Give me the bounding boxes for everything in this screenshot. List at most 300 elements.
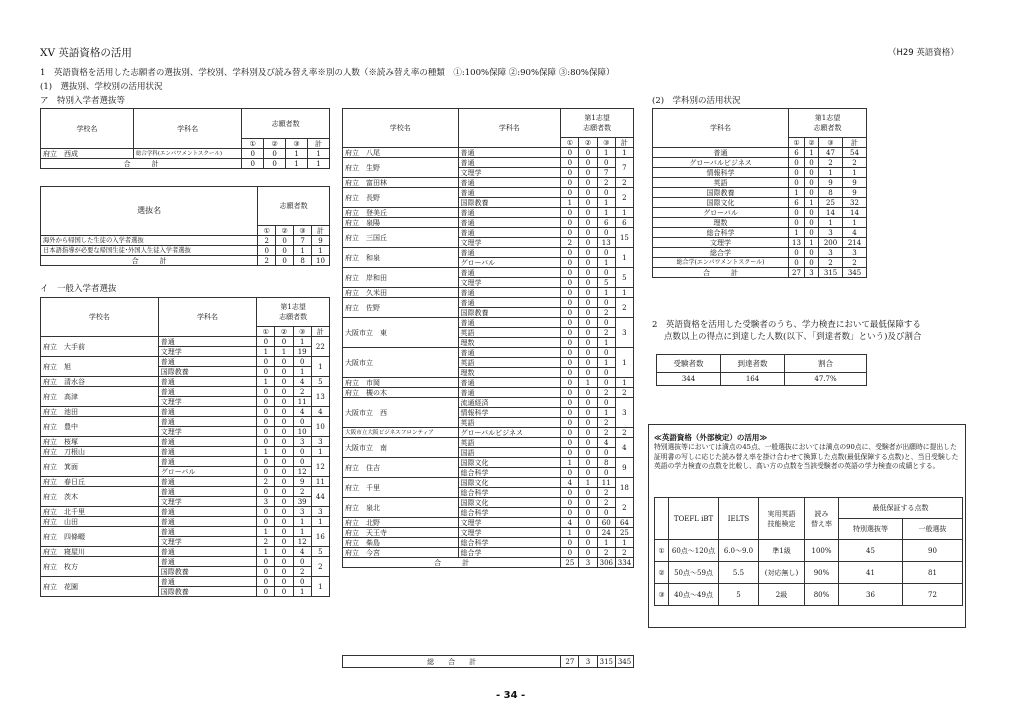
value-cell: 0: [597, 268, 615, 278]
value-cell: 0: [561, 448, 579, 458]
value-cell: 準1級: [759, 540, 805, 562]
value-cell: 0: [257, 517, 275, 527]
table-row: [653, 228, 867, 238]
value-cell: 0: [579, 488, 597, 498]
table-row: [343, 388, 634, 398]
value-cell: 0: [579, 448, 597, 458]
table-row: [343, 438, 634, 448]
value-cell: 0: [257, 487, 275, 497]
value-cell: 1: [579, 378, 597, 388]
col-c2: ②: [276, 226, 294, 236]
value-cell: 4: [293, 407, 311, 417]
school-total: 2: [615, 548, 633, 558]
dept-cell: 普通: [158, 387, 256, 397]
col-vol: 志願者数: [258, 187, 330, 226]
value-cell: ①: [655, 540, 669, 562]
value-cell: 2: [597, 178, 615, 188]
value-cell: 0: [805, 228, 819, 238]
table-row: [343, 528, 634, 538]
selection-cell: 海外から帰国した生徒の入学者選抜: [41, 236, 258, 246]
value-cell: 1: [819, 168, 843, 178]
value-cell: 1: [275, 347, 293, 357]
value-cell: 0: [805, 168, 819, 178]
dept-cell: 理数: [458, 338, 561, 348]
section-1-heading: 1 英語資格を活用した志願者の選抜別、学校別、学科別及び読み替え率※別の人数（※読み替え率の種類 ①:100%保障 ②:90%保障 ③:80%保障）: [40, 68, 615, 78]
value-cell: 4: [293, 377, 311, 387]
value-cell: 1: [293, 517, 311, 527]
col-c3: ③: [819, 138, 843, 148]
school-cell: 府立 寝屋川: [41, 547, 159, 557]
school-total: 2: [615, 178, 633, 188]
value-cell: 5: [597, 278, 615, 288]
value-cell: 0: [579, 538, 597, 548]
value-cell: 0: [561, 348, 579, 358]
value-cell: 0: [293, 577, 311, 587]
dept-cell: 総合学: [653, 248, 789, 258]
table-row: [41, 236, 330, 246]
value-cell: 0: [561, 178, 579, 188]
dept-cell: 普通: [458, 248, 561, 258]
school-cell: 府立 清水谷: [41, 377, 159, 387]
dept-cell: 国際教養: [458, 198, 561, 208]
value-cell: 0: [275, 337, 293, 347]
value-cell: 214: [843, 238, 867, 248]
value-cell: 1: [293, 367, 311, 377]
col-dept: 学科名: [133, 109, 241, 149]
value-cell: 0: [257, 407, 275, 417]
school-total: 3: [615, 318, 633, 348]
value-cell: 4: [843, 228, 867, 238]
school-cell: 府立 大手前: [41, 337, 159, 357]
dept-cell: 普通: [158, 577, 256, 587]
value-cell: 0: [597, 158, 615, 168]
value-cell: 3: [257, 497, 275, 507]
school-cell: 大阪市立: [343, 348, 459, 378]
value-cell: 0: [579, 548, 597, 558]
dept-cell: 普通: [458, 148, 561, 158]
value-cell: 14: [843, 208, 867, 218]
value-cell: 81: [903, 562, 963, 584]
school-total: 18: [615, 478, 633, 498]
total-value: 1: [308, 159, 330, 169]
dept-cell: 普通: [458, 218, 561, 228]
total-row: [41, 159, 330, 169]
value-cell: 90: [903, 540, 963, 562]
value-cell: 1: [293, 527, 311, 537]
table-row: [41, 447, 330, 457]
dept-cell: 総合科学: [458, 538, 561, 548]
school-total: 4: [311, 407, 329, 417]
col-special: 特別選抜等: [839, 519, 903, 540]
col-c1: ①: [242, 139, 264, 149]
grand-total-c2: 3: [579, 656, 597, 668]
value-cell: 0: [561, 268, 579, 278]
table-row: [41, 557, 330, 567]
school-cell: 府立 千里: [343, 478, 459, 498]
table-row: [343, 538, 634, 548]
value-cell: 72: [903, 584, 963, 606]
value-cell: 0: [561, 188, 579, 198]
school-cell: 府立 今宮: [343, 548, 459, 558]
dept-cell: 普通: [158, 557, 256, 567]
value-cell: 0: [561, 398, 579, 408]
section-i-heading: イ 一般入学者選抜: [40, 284, 117, 294]
value-cell: 0: [579, 438, 597, 448]
grand-total-sum: 345: [615, 656, 633, 668]
table-row: [343, 158, 634, 168]
table-row: [343, 288, 634, 298]
note-body: 特別選抜等においては満点の45点、一般選抜においては満点の90点に、受験者が出願時に提出した証明書の写しに応じた読み替え率を掛け合わせて換算した点数(最低保障する点数)と、当日受験した英語の学力検査の点数を比較し、高い方の点数を当該受験者の英語の学力検査の成績とする。: [654, 443, 959, 470]
school-total: 15: [615, 228, 633, 248]
col-ielts: IELTS: [719, 498, 759, 540]
value-cell: 0: [561, 508, 579, 518]
dept-cell: 文理学: [158, 497, 256, 507]
examinees-value: 344: [657, 373, 721, 386]
col-c1: ①: [258, 226, 276, 236]
dept-cell: 普通: [158, 417, 256, 427]
section-a-heading: ア 特別入学者選抜等: [40, 96, 126, 106]
value-cell: 6: [597, 218, 615, 228]
dept-cell: 総合科学: [458, 508, 561, 518]
school-cell: 府立 山田: [41, 517, 159, 527]
value-cell: 80%: [805, 584, 839, 606]
table-row: [41, 357, 330, 367]
value-cell: ②: [655, 562, 669, 584]
col-dept: 学科名: [158, 298, 256, 337]
value-cell: 9: [293, 477, 311, 487]
value-cell: 0: [275, 447, 293, 457]
value-cell: 0: [561, 148, 579, 158]
value-cell: 0: [275, 387, 293, 397]
col-c3: ③: [293, 327, 311, 337]
table-row: [655, 584, 963, 606]
school-cell: 府立 西成: [41, 149, 134, 159]
col-vol1: 第1志望 志願者数: [789, 109, 867, 138]
school-total: 2: [615, 428, 633, 438]
total-value: 0: [242, 159, 264, 169]
school-total: 1: [615, 248, 633, 268]
value-cell: 2: [597, 498, 615, 508]
table-row: [653, 258, 867, 268]
dept-cell: 普通: [158, 487, 256, 497]
value-cell: 0: [258, 246, 276, 256]
dept-cell: 普通: [458, 188, 561, 198]
school-cell: 府立 泉陽: [343, 218, 459, 228]
table-general-middle: [342, 108, 634, 568]
col-c3: ③: [286, 139, 308, 149]
value-cell: 9: [819, 178, 843, 188]
value-cell: 100%: [805, 540, 839, 562]
col-vol: 志願者数: [242, 109, 330, 139]
value-cell: 0: [275, 437, 293, 447]
value-cell: 0: [579, 318, 597, 328]
dept-cell: 英語: [458, 358, 561, 368]
dept-cell: 普通: [158, 337, 256, 347]
value-cell: 0: [275, 457, 293, 467]
value-cell: 1: [308, 149, 330, 159]
school-cell: 府立 春日丘: [41, 477, 159, 487]
value-cell: 6: [789, 198, 805, 208]
value-cell: 1: [561, 198, 579, 208]
value-cell: 0: [579, 458, 597, 468]
dept-cell: 文理学: [158, 427, 256, 437]
value-cell: 1: [597, 538, 615, 548]
dept-cell: 文理学: [653, 238, 789, 248]
table-row: [41, 507, 330, 517]
table-row: [653, 148, 867, 158]
school-total: 1: [615, 208, 633, 218]
total-label: 合 計: [343, 558, 561, 568]
value-cell: 0: [561, 158, 579, 168]
value-cell: 0: [561, 168, 579, 178]
table-conversion: [654, 497, 963, 606]
value-cell: 0: [561, 258, 579, 268]
school-cell: 府立 市岡: [343, 378, 459, 388]
school-cell: 府立 長野: [343, 188, 459, 208]
value-cell: 0: [561, 218, 579, 228]
value-cell: 0: [275, 367, 293, 377]
school-cell: 大阪市立 南: [343, 438, 459, 458]
dept-cell: 普通: [158, 447, 256, 457]
value-cell: 0: [257, 427, 275, 437]
value-cell: 0: [257, 337, 275, 347]
value-cell: 0: [805, 218, 819, 228]
value-cell: 0: [579, 228, 597, 238]
col-reached: 到達者数: [721, 355, 785, 373]
value-cell: 1: [597, 198, 615, 208]
value-cell: 0: [789, 248, 805, 258]
value-cell: 1: [561, 458, 579, 468]
table-row: [343, 298, 634, 308]
dept-cell: 国際教養: [458, 308, 561, 318]
school-cell: 府立 和泉: [343, 248, 459, 268]
dept-cell: 総合学(エンパワメントスクール): [653, 258, 789, 268]
school-total: 1: [615, 288, 633, 298]
col-c1: ①: [257, 327, 275, 337]
total-value: 27: [789, 268, 805, 278]
value-cell: 0: [579, 368, 597, 378]
dept-cell: 普通: [158, 477, 256, 487]
value-cell: 4: [561, 478, 579, 488]
dept-cell: 国際文化: [458, 458, 561, 468]
value-cell: 0: [789, 218, 805, 228]
value-cell: 0: [561, 228, 579, 238]
value-cell: 0: [561, 318, 579, 328]
dept-cell: 普通: [158, 517, 256, 527]
dept-cell: 英語: [458, 328, 561, 338]
value-cell: 0: [257, 457, 275, 467]
value-cell: 0: [597, 248, 615, 258]
school-total: 3: [311, 507, 329, 517]
value-cell: 60: [597, 518, 615, 528]
school-cell: 府立 生野: [343, 158, 459, 178]
value-cell: 13: [597, 238, 615, 248]
value-cell: 7: [597, 168, 615, 178]
table-row: [343, 248, 634, 258]
value-cell: 0: [257, 357, 275, 367]
value-cell: 0: [275, 587, 293, 597]
value-cell: 0: [264, 149, 286, 159]
value-cell: 0: [805, 258, 819, 268]
value-cell: 0: [597, 378, 615, 388]
value-cell: 0: [275, 537, 293, 547]
value-cell: 60点～120点: [669, 540, 719, 562]
value-cell: 2: [293, 567, 311, 577]
table-row: [343, 188, 634, 198]
dept-cell: 普通: [458, 228, 561, 238]
dept-cell: 情報科学: [458, 408, 561, 418]
table-row: [655, 562, 963, 584]
value-cell: 0: [293, 417, 311, 427]
table-row: [41, 387, 330, 397]
value-cell: 3: [843, 248, 867, 258]
table-row: [41, 407, 330, 417]
value-cell: 12: [293, 467, 311, 477]
table-row: [653, 238, 867, 248]
total-label: 合 計: [653, 268, 789, 278]
school-total: 2: [615, 388, 633, 398]
grand-total-label: 総 合 計: [343, 656, 561, 668]
table-row: [653, 198, 867, 208]
value-cell: 3: [819, 228, 843, 238]
value-cell: 0: [275, 467, 293, 477]
value-cell: 1: [843, 168, 867, 178]
value-cell: 0: [805, 178, 819, 188]
value-cell: 0: [579, 338, 597, 348]
school-total: 2: [615, 298, 633, 318]
dept-cell: 国際教養: [158, 367, 256, 377]
value-cell: (対応無し): [759, 562, 805, 584]
dept-cell: 国際教養: [158, 587, 256, 597]
dept-cell: グローバルビジネス: [458, 428, 561, 438]
value-cell: 0: [561, 278, 579, 288]
value-cell: 2: [597, 388, 615, 398]
col-senbatsu: 選抜名: [41, 187, 258, 236]
col-total: 計: [308, 139, 330, 149]
value-cell: 1: [312, 246, 330, 256]
value-cell: 0: [276, 236, 294, 246]
col-total: 計: [311, 327, 329, 337]
school-total: 64: [615, 518, 633, 528]
total-value: 10: [312, 256, 330, 266]
value-cell: 0: [597, 298, 615, 308]
value-cell: 0: [561, 288, 579, 298]
dept-cell: 国際文化: [458, 498, 561, 508]
value-cell: 0: [257, 557, 275, 567]
value-cell: 1: [789, 228, 805, 238]
value-cell: 6: [789, 148, 805, 158]
value-cell: 2: [293, 387, 311, 397]
school-cell: 府立 豊中: [41, 417, 159, 437]
value-cell: 2: [561, 238, 579, 248]
value-cell: 0: [579, 178, 597, 188]
school-total: 5: [311, 547, 329, 557]
total-value: 3: [579, 558, 597, 568]
value-cell: 1: [597, 148, 615, 158]
col-toefl: TOEFL iBT: [669, 498, 719, 540]
dept-cell: 普通: [458, 178, 561, 188]
table-row: [653, 208, 867, 218]
value-cell: 0: [561, 338, 579, 348]
value-cell: 0: [579, 208, 597, 218]
total-row: [343, 558, 634, 568]
col-eiken: 実用英語 技能検定: [759, 498, 805, 540]
dept-cell: 普通: [158, 507, 256, 517]
selection-cell: 日本語指導が必要な帰国生徒･外国人生徒入学者選抜: [41, 246, 258, 256]
value-cell: 0: [561, 378, 579, 388]
value-cell: 0: [579, 388, 597, 398]
dept-cell: 文理学: [458, 238, 561, 248]
total-value: 345: [843, 268, 867, 278]
dept-cell: 文理学: [458, 278, 561, 288]
dept-cell: 英語: [458, 418, 561, 428]
school-cell: 府立 茨木: [41, 487, 159, 507]
value-cell: 2: [597, 418, 615, 428]
table-row: [343, 428, 634, 438]
table-row: [343, 458, 634, 468]
school-cell: 府立 刀根山: [41, 447, 159, 457]
col-min-score: 最低保証する点数: [839, 498, 963, 519]
value-cell: 0: [579, 408, 597, 418]
value-cell: 1: [597, 338, 615, 348]
value-cell: 19: [293, 347, 311, 357]
dept-cell: グローバル: [458, 258, 561, 268]
table-row: [343, 268, 634, 278]
value-cell: 1: [819, 218, 843, 228]
value-cell: 1: [257, 447, 275, 457]
value-cell: 24: [597, 528, 615, 538]
school-total: 1: [615, 348, 633, 378]
col-dept: 学科名: [653, 109, 789, 148]
dept-cell: 普通: [458, 298, 561, 308]
value-cell: 0: [275, 577, 293, 587]
total-value: 315: [819, 268, 843, 278]
value-cell: 0: [561, 368, 579, 378]
page-title: ⅩⅤ 英語資格の活用: [40, 47, 132, 59]
value-cell: 0: [561, 548, 579, 558]
table-row: [653, 168, 867, 178]
col-c2: ②: [275, 327, 293, 337]
value-cell: 0: [597, 318, 615, 328]
value-cell: 0: [275, 397, 293, 407]
value-cell: 2: [258, 236, 276, 246]
value-cell: 8: [597, 458, 615, 468]
value-cell: 0: [579, 158, 597, 168]
value-cell: 0: [275, 517, 293, 527]
dept-cell: 理数: [653, 218, 789, 228]
section-2-text-1: 2 英語資格を活用した受験者のうち、学力検査において最低保障する: [652, 320, 921, 330]
dept-cell: 普通: [158, 377, 256, 387]
value-cell: 0: [579, 268, 597, 278]
school-total: 1: [311, 517, 329, 527]
document-tag: （H29 英語資格）: [888, 48, 959, 58]
dept-cell: 国際教養: [653, 188, 789, 198]
value-cell: 1: [257, 377, 275, 387]
table-row: [41, 487, 330, 497]
table-row: [41, 527, 330, 537]
value-cell: 0: [257, 507, 275, 517]
value-cell: 0: [275, 487, 293, 497]
table-row: [343, 498, 634, 508]
table-row: [343, 148, 634, 158]
school-total: 11: [311, 477, 329, 487]
table-row: [655, 540, 963, 562]
value-cell: 0: [257, 387, 275, 397]
table-row: [41, 477, 330, 487]
dept-cell: 普通: [458, 288, 561, 298]
dept-cell: 総合科学: [458, 468, 561, 478]
table-row: [343, 178, 634, 188]
